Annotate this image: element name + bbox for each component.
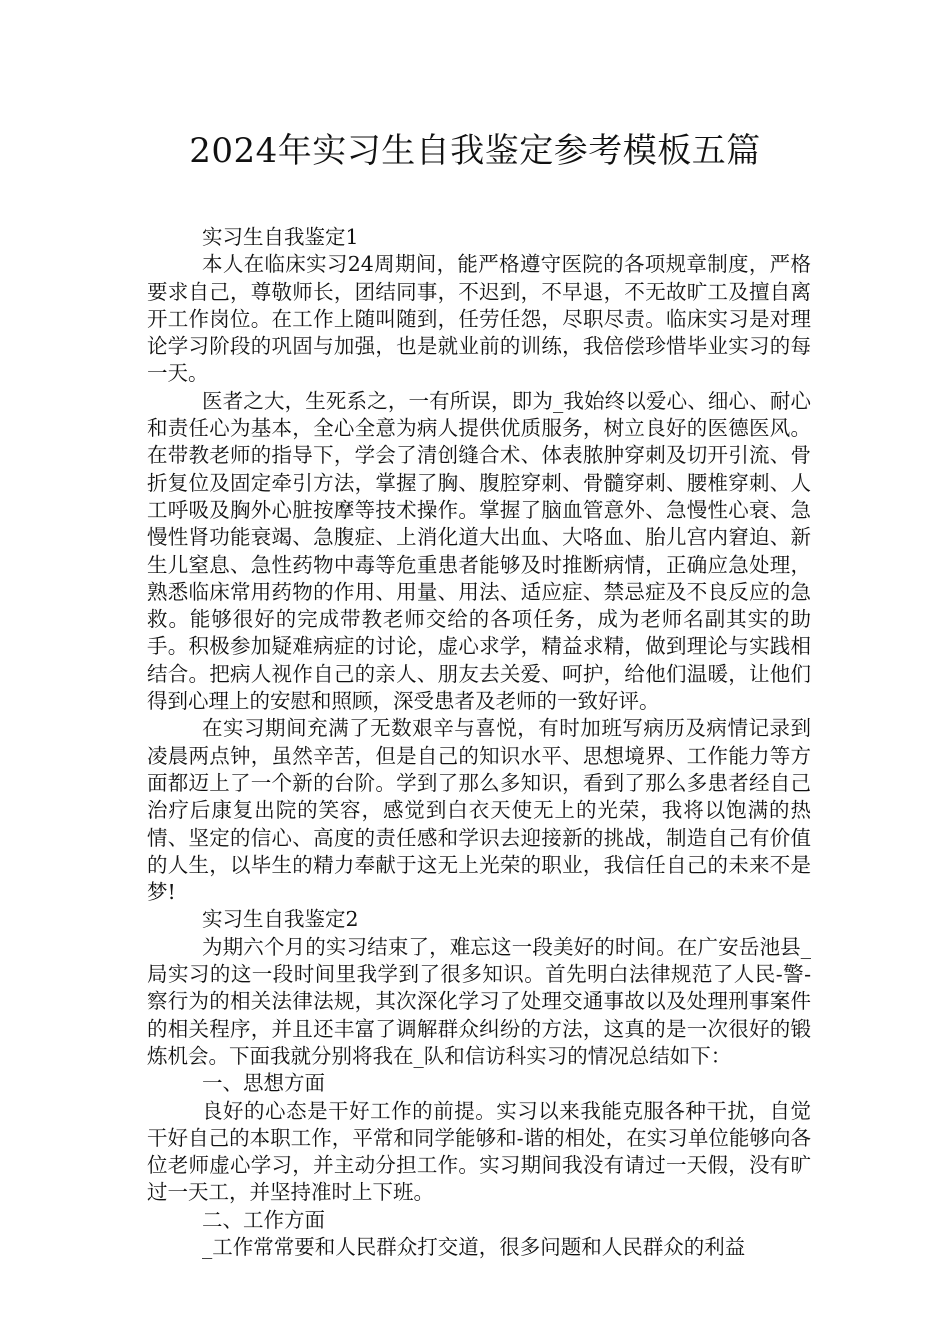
section-heading-2: 实习生自我鉴定2 <box>202 907 359 932</box>
section-heading-1: 实习生自我鉴定1 <box>202 225 359 249</box>
subheading-work: 二、工作方面 <box>202 1207 325 1232</box>
paragraph: 为期六个月的实习结束了，难忘这一段美好的时间。在广安岳池县_局实习的这一段时间里我学到了很多知识。首先明白法律规范了人民-警-察行为的相关法律法规，其次深化学习了处理交通事故以及处理刑事案件的相关程序，并且还丰富了调解群众纠纷的方法，这真的是一次很好的锻炼机会。下面我就分别将我在_队和信访科实习的情况总结如下： <box>147 934 811 1068</box>
document-body <box>147 224 811 1261</box>
paragraph: 医者之大，生死系之，一有所误，即为_我始终以爱心、细心、耐心和责任心为基本，全心全意为病人提供优质服务，树立良好的医德医风。在带教老师的指导下，学会了清创缝合术、体表脓肿穿刺及切开引流、骨折复位及固定牵引方法，掌握了胸、腹腔穿刺、骨髓穿刺、腰椎穿刺、人工呼吸及胸外心脏按摩等技术操作。掌握了脑血管意外、急慢性心衰、急慢性肾功能衰竭、急腹症、上消化道大出血、大咯血、胎儿宫内窘迫、新生儿窒息、急性药物中毒等危重患者能够及时推断病情，正确应急处理，熟悉临床常用药物的作用、用量、用法、适应症、禁忌症及不良反应的急救。能够很好的完成带教老师交给的各项任务，成为老师名副其实的助手。积极参加疑难病症的讨论，虚心求学，精益求精，做到理论与实践相结合。把病人视作自己的亲人、朋友去关爱、呵护，给他们温暖，让他们得到心理上的安慰和照顾，深受患者及老师的一致好评。 <box>147 388 811 714</box>
paragraph: 良好的心态是干好工作的前提。实习以来我能克服各种干扰，自觉干好自己的本职工作，平常和同学能够和-谐的相处，在实习单位能够向各位老师虚心学习，并主动分担工作。实习期间我没有请过一天假，没有旷过一天工，并坚持准时上下班。 <box>147 1098 811 1205</box>
paragraph: 在实习期间充满了无数艰辛与喜悦，有时加班写病历及病情记录到凌晨两点钟，虽然辛苦，但是自己的知识水平、思想境界、工作能力等方面都迈上了一个新的台阶。学到了那么多知识，看到了那么多患者经自己治疗后康复出院的笑容，感觉到白衣天使无上的光荣，我将以饱满的热情、坚定的信心、高度的责任感和学识去迎接新的挑战，制造自己有价值的人生，以毕生的精力奉献于这无上光荣的职业，我信任自己的未来不是梦! <box>147 716 811 905</box>
paragraph: 本人在临床实习24周期间，能严格遵守医院的各项规章制度，严格要求自己，尊敬师长，团结同事，不迟到，不早退，不无故旷工及擅自离开工作岗位。在工作上随叫随到，任劳任怨，尽职尽责。临床实习是对理论学习阶段的巩固与加强，也是就业前的训练，我倍偿珍惜毕业实习的每一天。 <box>147 252 811 386</box>
subheading-thought: 一、思想方面 <box>202 1071 325 1096</box>
document-title: 2024年实习生自我鉴定参考模板五篇 <box>189 131 761 171</box>
paragraph: _工作常常要和人民群众打交道，很多问题和人民群众的利益 <box>202 1234 746 1259</box>
